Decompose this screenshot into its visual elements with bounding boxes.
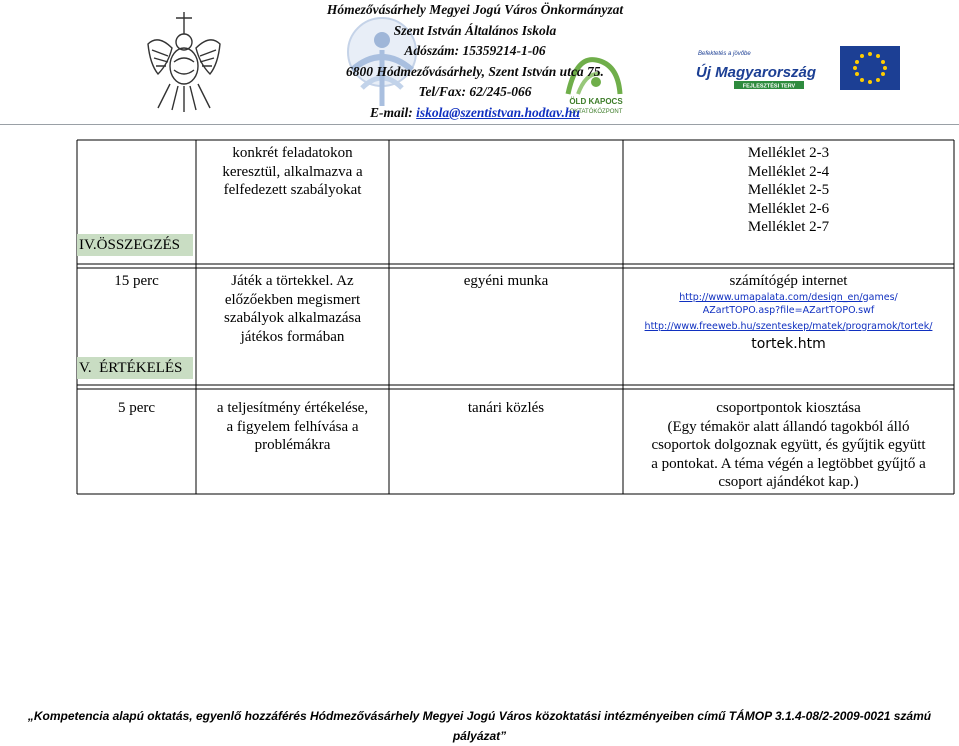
row2-activity-line: Játék a törtekkel. Az [231,273,354,289]
resource-link-1-part-a[interactable]: http://www.umapalata.com/design_en/ [679,291,863,303]
row3-tools-line: csoportok dolgoznak együtt, és gyűjtik együtt [651,437,926,453]
attachment-item: Melléklet 2-4 [747,163,830,180]
row2-tools [623,272,954,355]
row3-activity-text [196,399,389,455]
footer-line-1: „Kompetencia alapú oktatás, egyenlő hozzáférés Hódmezővásárhely Megyei Jogú Város közoktatási intézményeiben című TÁMOP 3.1.4-08/2-2009-0021 számú [27,709,932,723]
row1-attachments [623,144,954,237]
row3-activity-line: a figyelem felhívása a [226,418,359,435]
header-line-school-name: Szent István Általános Iskola [393,22,557,38]
row2-activity-line: szabályok alkalmazása [223,310,361,326]
eu-logo-small-text: Befektetés a jövőbe [698,51,751,57]
header-line-email [300,103,650,124]
email-link[interactable]: iskola@szentistvan.hodtav.hu [416,104,580,120]
section-heading-iv [77,234,193,256]
row2-activity-line: előzőekben megismert [224,291,361,308]
row3-activity-line: a teljesítmény értékelése, [216,400,369,416]
attachment-item: Melléklet 2-5 [747,182,830,198]
header-line-tax-id: Adószám: 15359214-1-06 [404,43,546,58]
row2-activity-line: játékos formában [240,328,345,345]
resource-link-1[interactable] [623,291,954,304]
attachment-item: Melléklet 2-6 [747,200,830,217]
row1-activity-line: konkrét feladatokon [232,145,353,161]
row3-activity-line: problémákra [254,437,331,453]
resource-link-1-part-b[interactable]: games/ [862,291,898,303]
section-heading-v [77,357,193,379]
section-heading-v-text: V. ÉRTÉKELÉS [79,360,183,376]
resource-link-2-text[interactable]: http://www.freeweb.hu/szenteskep/matek/programok/tortek/ [644,320,933,332]
row2-work-form: egyéni munka [463,273,549,289]
kapocs-logo-bottom-text: OKTATÓKÖZPONT [569,109,623,115]
header-line-municipality: Hómezővásárhely Megyei Jogú Város Önkormányzat [326,2,624,17]
resource-link-2[interactable] [623,320,954,333]
attachment-item: Melléklet 2-3 [747,145,830,161]
eu-logo-brand-text: Új Magyarország [696,64,817,81]
row1-activity-text [196,144,389,200]
section-heading-iv-text: IV.ÖSSZEGZÉS [79,237,180,253]
resource-link-1-continued[interactable]: AZartTOPO.asp?file=AZartTOPO.swf [702,304,875,316]
eu-logo-sub-text: FEJLESZTÉSI TERV [742,83,796,90]
footer-line-2: pályázat” [452,729,507,743]
row3-tools [623,399,954,492]
school-address-block [300,0,650,123]
row3-tools-line: (Egy témakör alatt állandó tagokból álló [667,418,910,435]
resource-link-3[interactable]: tortek.htm [751,335,826,352]
row2-time: 15 perc [114,273,159,289]
kapocs-logo-top-text: ÖLD KAPOCS [569,97,623,106]
attachment-item: Melléklet 2-7 [747,219,830,235]
header-line-address: 6800 Hódmezővásárhely, Szent István utca 75. [346,63,604,79]
row3-tools-line: a pontokat. A téma végén a legtöbbet gyűjtő a [651,455,926,472]
row2-activity-text [196,272,389,346]
email-label: E-mail: [370,104,413,120]
row3-tools-line: csoport ajándékot kap.) [718,474,859,490]
row3-work-form: tanári közlés [467,400,545,416]
row3-time: 5 perc [117,400,156,416]
row1-activity-line: keresztül, alkalmazva a [222,163,363,180]
header-line-phone: Tel/Fax: 62/245-066 [418,84,532,99]
row3-tools-line: csoportpontok kiosztása [716,400,861,416]
row1-activity-line: felfedezett szabályokat [223,182,362,198]
row2-tools-title: számítógép internet [729,273,848,289]
page-footer [20,706,939,746]
